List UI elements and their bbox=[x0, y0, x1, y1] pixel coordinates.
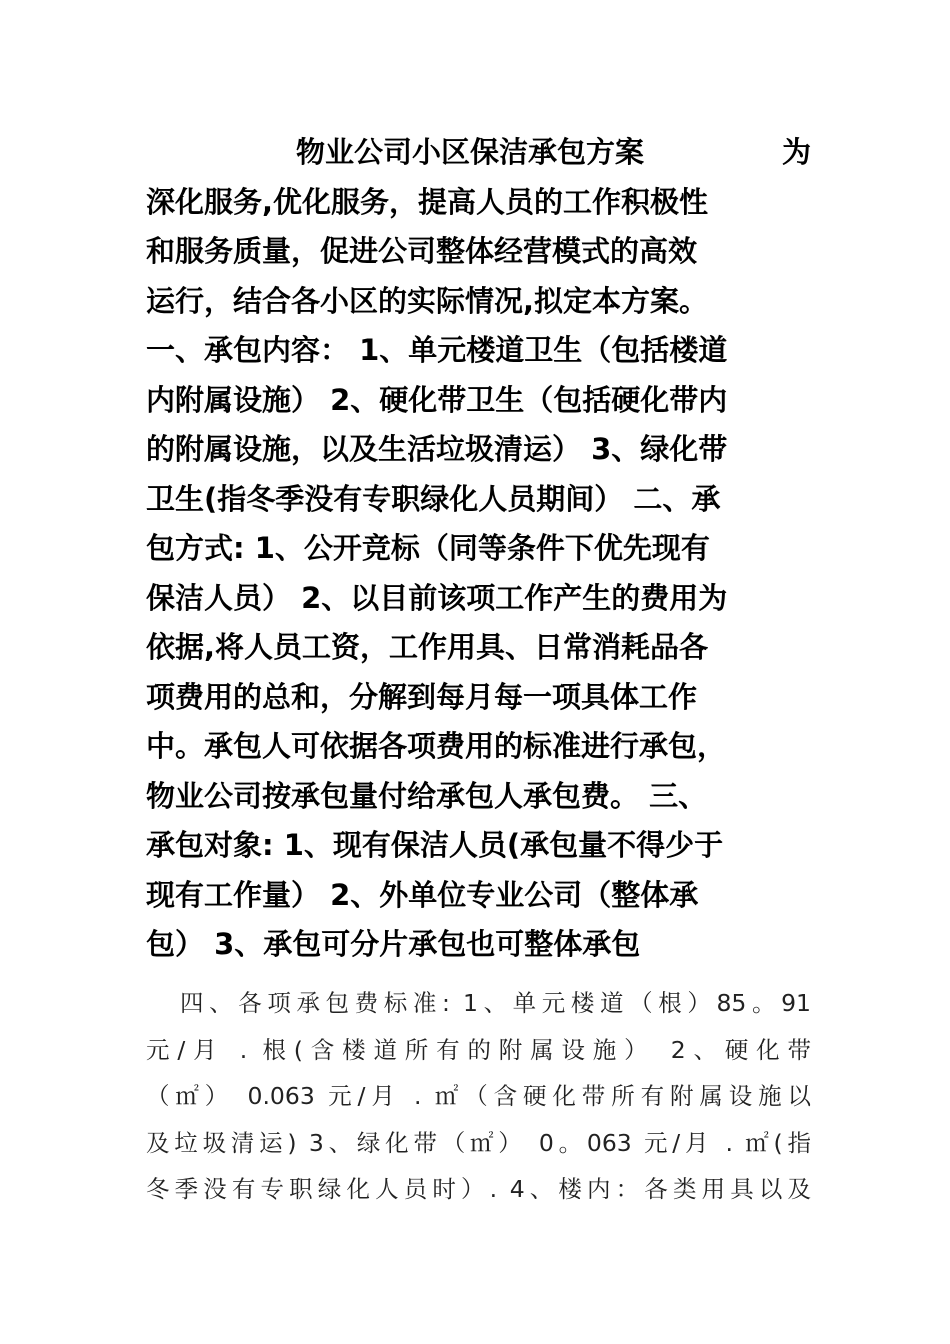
fee-line: 及垃圾清运) 3、绿化带（㎡） 0。063 元/月 . ㎡(指 bbox=[146, 1128, 811, 1157]
body-line: 的附属设施，以及生活垃圾清运） 3、绿化带 bbox=[146, 432, 728, 466]
body-line: 承包对象: 1、现有保洁人员(承包量不得少于 bbox=[146, 828, 724, 862]
bold-paragraph bbox=[146, 128, 811, 970]
body-line: 项费用的总和，分解到每月每一项具体工作 bbox=[146, 679, 698, 714]
body-line: 依据,将人员工资，工作用具、日常消耗品各 bbox=[146, 630, 709, 664]
body-line: 内附属设施） 2、硬化带卫生（包括硬化带内 bbox=[146, 382, 728, 417]
body-line: 现有工作量） 2、外单位专业公司（整体承 bbox=[146, 877, 699, 912]
body-line: 保洁人员） 2、以目前该项工作产生的费用为 bbox=[146, 580, 728, 615]
body-line: 卫生(指冬季没有专职绿化人员期间） 二、承 bbox=[146, 481, 721, 516]
title-line bbox=[146, 128, 811, 178]
body-line: 运行，结合各小区的实际情况,拟定本方案。 bbox=[146, 283, 709, 318]
body-line: 包方式: 1、公开竞标（同等条件下优先现有 bbox=[146, 531, 710, 565]
body-line: 物业公司按承包量付给承包人承包费。 三、 bbox=[146, 778, 708, 813]
body-line: 中。承包人可依据各项费用的标准进行承包， bbox=[146, 729, 727, 763]
body-line: 深化服务,优化服务，提高人员的工作积极性 bbox=[146, 184, 709, 219]
document-title: 物业公司小区保洁承包方案 bbox=[296, 135, 645, 169]
fee-line: 四、各项承包费标准: 1、单元楼道（根）85。91 bbox=[180, 989, 811, 1017]
fee-line: 冬季没有专职绿化人员时）. 4、楼内：各类用具以及 bbox=[146, 1175, 811, 1203]
body-line: 包） 3、承包可分片承包也可整体承包 bbox=[146, 927, 641, 961]
body-line: 和服务质量，促进公司整体经营模式的高效 bbox=[146, 234, 698, 268]
fee-line: 元/月 . 根(含楼道所有的附属设施） 2、硬化带 bbox=[146, 1035, 811, 1064]
body-line: 一、承包内容： 1、单元楼道卫生（包括楼道 bbox=[146, 333, 728, 367]
title-tail-text: 为 bbox=[781, 135, 811, 169]
fee-standard-paragraph bbox=[146, 980, 811, 1213]
fee-line: （㎡） 0.063 元/月 . ㎡（含硬化带所有附属设施以 bbox=[146, 1082, 811, 1110]
